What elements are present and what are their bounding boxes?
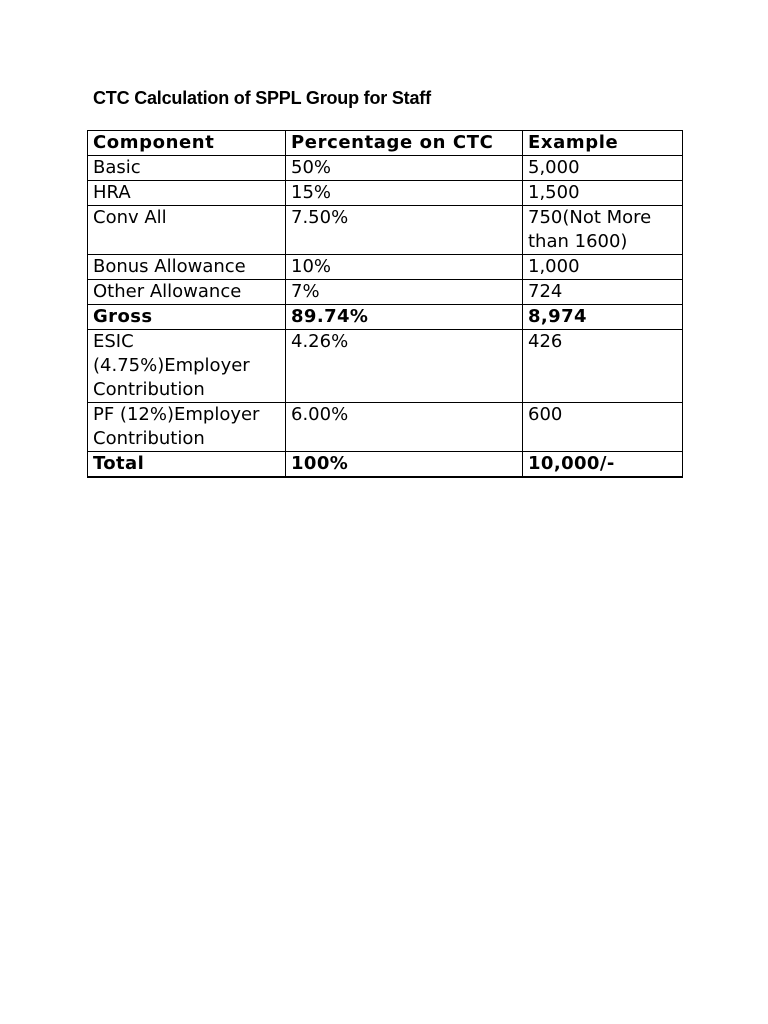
table-row-esic [88, 330, 683, 403]
cell-component: PF (12%)Employer Contribution [88, 403, 286, 452]
cell-example: 10,000/- [523, 452, 683, 478]
page-title: CTC Calculation of SPPL Group for Staff [93, 88, 431, 108]
cell-component: Bonus Allowance [88, 255, 286, 280]
header-component: Component [88, 131, 286, 156]
table-row-pf [88, 403, 683, 452]
cell-percentage: 6.00% [286, 403, 523, 452]
cell-percentage: 7.50% [286, 206, 523, 255]
table-row-other-allowance [88, 280, 683, 305]
table-row-conv-all [88, 206, 683, 255]
table-row-hra [88, 181, 683, 206]
cell-percentage: 10% [286, 255, 523, 280]
table-header-row [88, 131, 683, 156]
header-percentage: Percentage on CTC [286, 131, 523, 156]
cell-example: 1,000 [523, 255, 683, 280]
cell-component: Total [88, 452, 286, 478]
cell-percentage: 89.74% [286, 305, 523, 330]
cell-component: Conv All [88, 206, 286, 255]
cell-example: 5,000 [523, 156, 683, 181]
cell-component: Basic [88, 156, 286, 181]
ctc-table [87, 130, 683, 478]
header-example: Example [523, 131, 683, 156]
cell-example: 600 [523, 403, 683, 452]
cell-example: 8,974 [523, 305, 683, 330]
cell-percentage: 50% [286, 156, 523, 181]
table-row-gross [88, 305, 683, 330]
cell-example: 426 [523, 330, 683, 403]
table-row-total [88, 452, 683, 478]
cell-component: HRA [88, 181, 286, 206]
cell-percentage: 15% [286, 181, 523, 206]
cell-component: Gross [88, 305, 286, 330]
table-row-basic [88, 156, 683, 181]
cell-percentage: 7% [286, 280, 523, 305]
cell-example: 750(Not More than 1600) [523, 206, 683, 255]
cell-example: 1,500 [523, 181, 683, 206]
cell-component: ESIC (4.75%)Employer Contribution [88, 330, 286, 403]
cell-percentage: 100% [286, 452, 523, 478]
cell-percentage: 4.26% [286, 330, 523, 403]
cell-example: 724 [523, 280, 683, 305]
table-row-bonus-allowance [88, 255, 683, 280]
cell-component: Other Allowance [88, 280, 286, 305]
